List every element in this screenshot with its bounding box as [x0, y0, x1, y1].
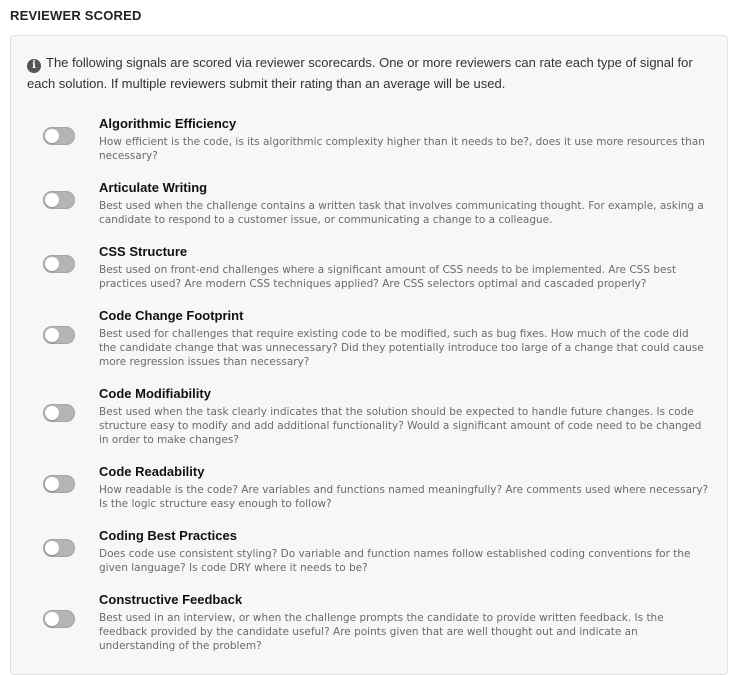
signal-toggle[interactable] [43, 127, 75, 145]
toggle-knob [45, 477, 59, 491]
toggle-knob [45, 541, 59, 555]
signal-text [99, 386, 709, 447]
signal-toggle[interactable] [43, 255, 75, 273]
signal-text [99, 308, 709, 369]
signal-toggle[interactable] [43, 610, 75, 628]
signal-toggle[interactable] [43, 326, 75, 344]
toggle-knob [45, 328, 59, 342]
signal-title: Code Readability [99, 464, 205, 479]
signal-title: Algorithmic Efficiency [99, 116, 237, 131]
signal-text [99, 180, 709, 227]
signal-description: Best used when the task clearly indicates that the solution should be expected to handle future changes. Is code structure easy to modify and add additional functionality? Would a significant amount of code need to be changed in order to make changes? [99, 406, 702, 446]
signal-title: Code Change Footprint [99, 308, 244, 323]
signal-description: How efficient is the code, is its algorithmic complexity higher than it needs to be?, does it use more resources than necessary? [99, 136, 705, 162]
reviewer-scored-panel [10, 35, 728, 675]
signal-description: Does code use consistent styling? Do variable and function names follow established coding conventions for the given language? Is code DRY where it needs to be? [99, 548, 691, 574]
signal-description: Best used when the challenge contains a written task that involves communicating thought. For example, asking a candidate to respond to a customer issue, or communicating a change to a colleague. [99, 200, 704, 226]
toggle-knob [45, 612, 59, 626]
signal-toggle[interactable] [43, 404, 75, 422]
signal-text [99, 528, 709, 575]
signal-toggle[interactable] [43, 539, 75, 557]
signal-title: Coding Best Practices [99, 528, 237, 543]
signal-description: Best used for challenges that require existing code to be modified, such as bug fixes. How much of the code did the candidate change that was unnecessary? Did they potentially introduce too large of a change that could cause more regression issues than necessary? [99, 328, 704, 368]
toggle-knob [45, 406, 59, 420]
signal-title: Articulate Writing [99, 180, 208, 195]
signal-toggle[interactable] [43, 475, 75, 493]
toggle-knob [45, 257, 59, 271]
intro-text: The following signals are scored via reviewer scorecards. One or more reviewers can rate each type of signal for each solution. If multiple reviewers submit their rating than an average will be used. [27, 55, 693, 91]
signal-text [99, 464, 709, 511]
signal-text [99, 592, 709, 653]
signal-title: Code Modifiability [99, 386, 211, 401]
signal-toggle[interactable] [43, 191, 75, 209]
signal-title: Constructive Feedback [99, 592, 243, 607]
signal-text [99, 244, 709, 291]
signal-title: CSS Structure [99, 244, 188, 259]
info-icon: i [27, 59, 41, 73]
signal-description: How readable is the code? Are variables and functions named meaningfully? Are comments used where necessary? Is the logic structure easy enough to follow? [99, 484, 709, 510]
toggle-knob [45, 193, 59, 207]
section-title: REVIEWER SCORED [10, 8, 142, 23]
toggle-knob [45, 129, 59, 143]
signal-description: Best used on front-end challenges where a significant amount of CSS needs to be implemented. Are CSS best practices used? Are modern CSS techniques applied? Are CSS selectors optimal and cascaded properly? [99, 264, 677, 290]
intro-notice [27, 52, 717, 94]
signal-description: Best used in an interview, or when the challenge prompts the candidate to provide written feedback. Is the feedback provided by the candidate useful? Are points given that are well thought out and indicate an understanding of the problem? [99, 612, 664, 652]
signal-text [99, 116, 709, 163]
